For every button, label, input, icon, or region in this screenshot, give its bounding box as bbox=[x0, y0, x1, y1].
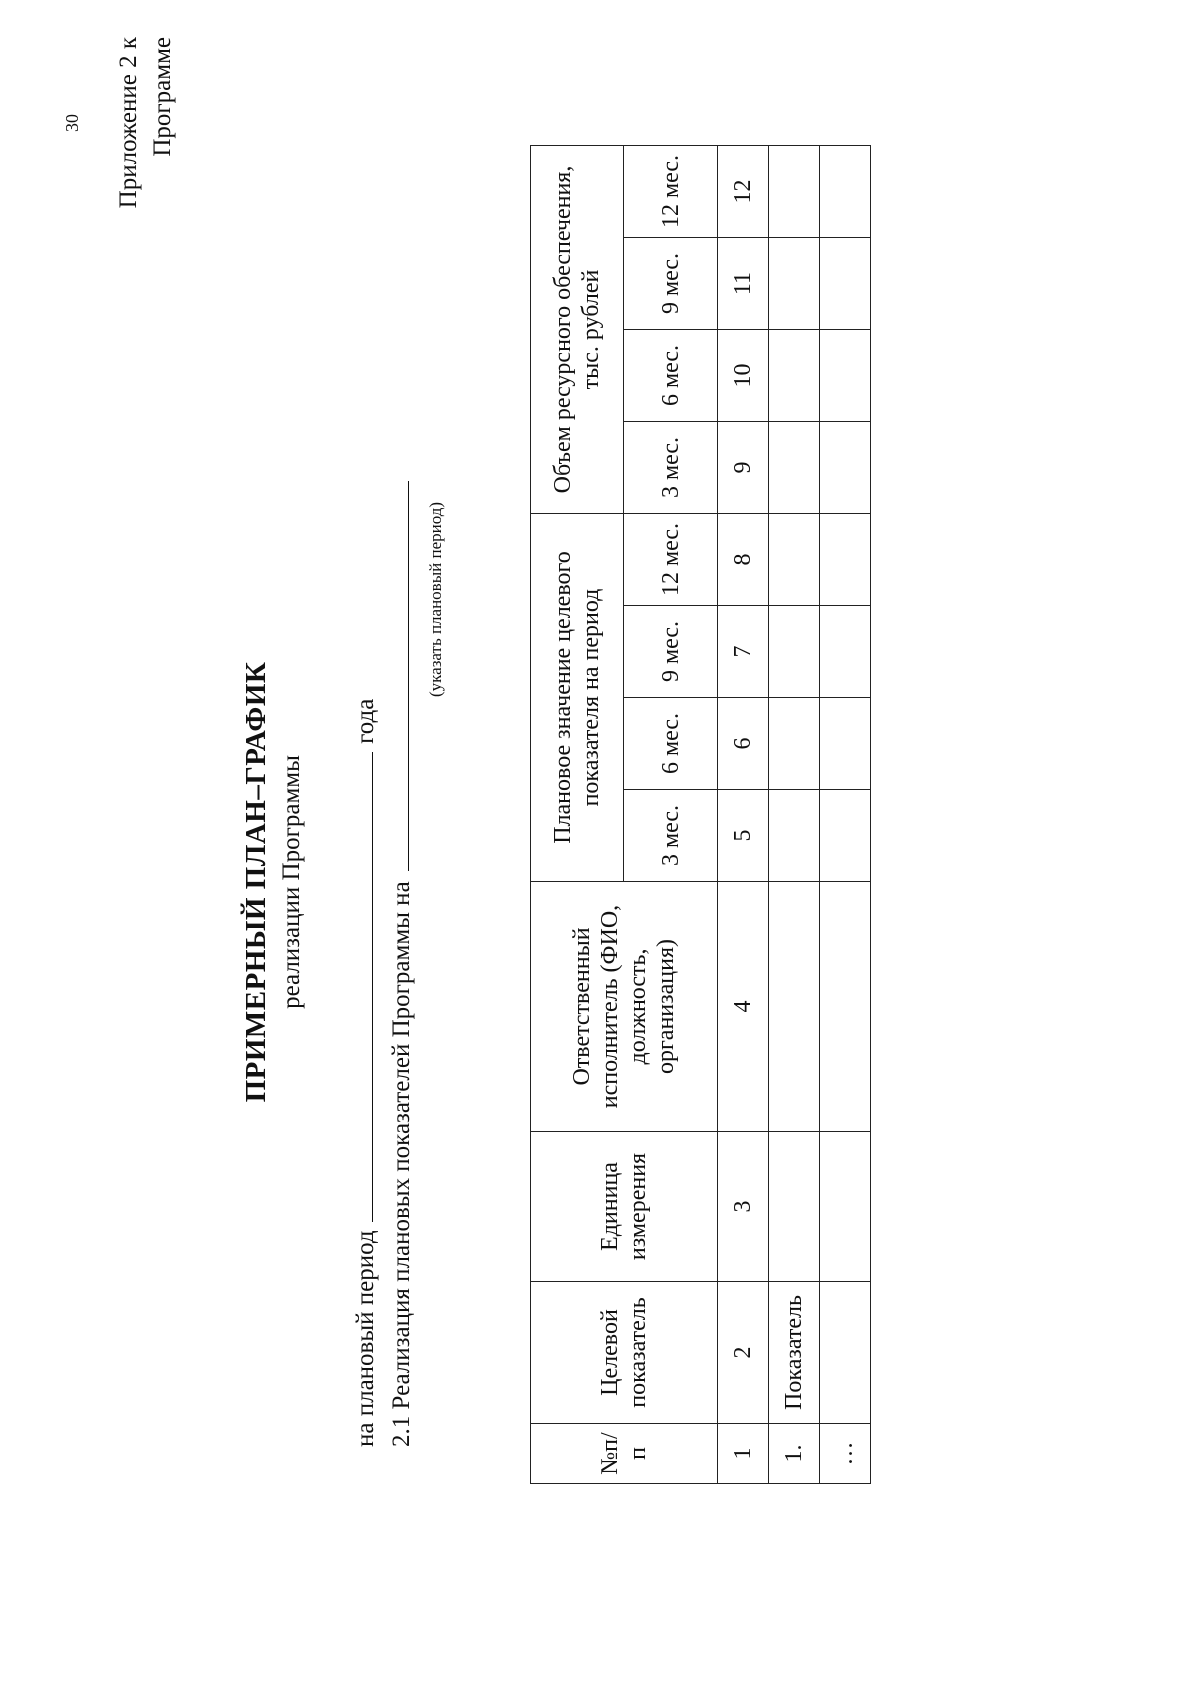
empty-cell bbox=[769, 146, 820, 238]
resource-6m: 6 мес. bbox=[624, 330, 718, 422]
header-row-1 bbox=[531, 146, 624, 1484]
header-planned-group: Плановое значение целевого показателя на период bbox=[531, 514, 624, 882]
col-number: 4 bbox=[718, 882, 769, 1132]
empty-cell bbox=[820, 882, 871, 1132]
empty-cell bbox=[820, 514, 871, 606]
empty-cell bbox=[820, 606, 871, 698]
document-title: ПРИМЕРНЫЙ ПЛАН–ГРАФИК bbox=[240, 661, 272, 1103]
empty-cell bbox=[820, 790, 871, 882]
col-number: 2 bbox=[718, 1282, 769, 1424]
empty-cell bbox=[769, 790, 820, 882]
resource-12m: 12 мес. bbox=[624, 146, 718, 238]
row-num: 1. bbox=[769, 1424, 820, 1484]
planned-3m: 3 мес. bbox=[624, 790, 718, 882]
page-number: 30 bbox=[62, 114, 82, 132]
col-number: 12 bbox=[718, 146, 769, 238]
planning-period-line bbox=[352, 699, 380, 1447]
column-number-row bbox=[718, 146, 769, 1484]
empty-cell bbox=[769, 330, 820, 422]
period-prefix: на плановый период bbox=[352, 1230, 379, 1447]
header-responsible: Ответственный исполнитель (ФИО, должность, организация) bbox=[531, 882, 718, 1132]
section-heading bbox=[388, 481, 416, 1447]
header-unit: Единица измерения bbox=[531, 1132, 718, 1282]
row-indicator bbox=[820, 1282, 871, 1424]
resource-3m: 3 мес. bbox=[624, 422, 718, 514]
period-blank-line bbox=[352, 752, 373, 1222]
planned-12m: 12 мес. bbox=[624, 514, 718, 606]
col-number: 7 bbox=[718, 606, 769, 698]
header-resource-group: Объем ресурсного обеспечения, тыс. рублей bbox=[531, 146, 624, 514]
col-number: 3 bbox=[718, 1132, 769, 1282]
empty-cell bbox=[769, 514, 820, 606]
col-number: 8 bbox=[718, 514, 769, 606]
row-num: … bbox=[820, 1424, 871, 1484]
empty-cell bbox=[769, 422, 820, 514]
empty-cell bbox=[820, 238, 871, 330]
planned-6m: 6 мес. bbox=[624, 698, 718, 790]
document-subtitle: реализации Программы bbox=[278, 755, 305, 1009]
planned-9m: 9 мес. bbox=[624, 606, 718, 698]
appendix-line-1: Приложение 2 к bbox=[115, 37, 142, 209]
col-number: 10 bbox=[718, 330, 769, 422]
plan-table bbox=[530, 145, 871, 1484]
col-number: 1 bbox=[718, 1424, 769, 1484]
empty-cell bbox=[769, 882, 820, 1132]
col-number: 5 bbox=[718, 790, 769, 882]
section-label: 2.1 Реализация плановых показателей Программы на bbox=[388, 881, 415, 1447]
empty-cell bbox=[769, 606, 820, 698]
empty-cell bbox=[820, 1132, 871, 1282]
table-row bbox=[820, 146, 871, 1484]
row-indicator: Показатель bbox=[769, 1282, 820, 1424]
empty-cell bbox=[820, 698, 871, 790]
empty-cell bbox=[820, 422, 871, 514]
empty-cell bbox=[769, 698, 820, 790]
empty-cell bbox=[820, 146, 871, 238]
period-hint: (указать плановый период) bbox=[426, 501, 445, 697]
appendix-line-2: Программе bbox=[149, 37, 176, 157]
empty-cell bbox=[769, 1132, 820, 1282]
col-number: 11 bbox=[718, 238, 769, 330]
empty-cell bbox=[769, 238, 820, 330]
header-indicator: Целевой показатель bbox=[531, 1282, 718, 1424]
col-number: 6 bbox=[718, 698, 769, 790]
appendix-note bbox=[112, 37, 180, 217]
section-blank-line bbox=[388, 481, 409, 871]
empty-cell bbox=[820, 330, 871, 422]
header-num: №п/п bbox=[531, 1424, 718, 1484]
table-row bbox=[769, 146, 820, 1484]
period-suffix: года bbox=[352, 698, 379, 744]
resource-9m: 9 мес. bbox=[624, 238, 718, 330]
col-number: 9 bbox=[718, 422, 769, 514]
